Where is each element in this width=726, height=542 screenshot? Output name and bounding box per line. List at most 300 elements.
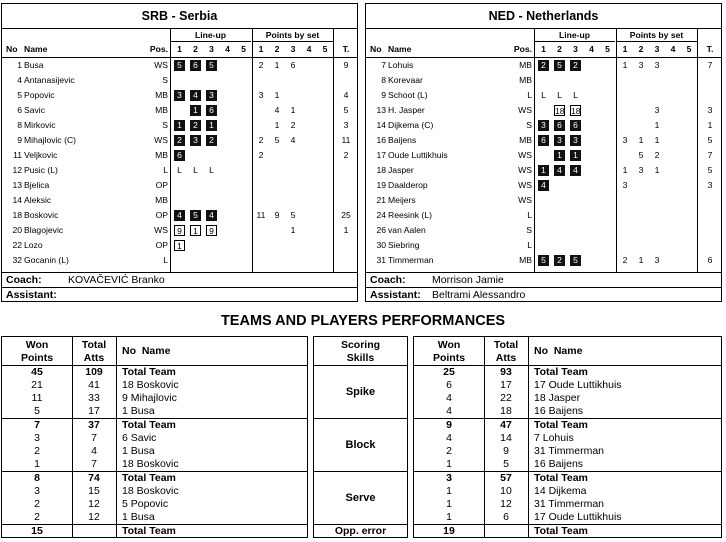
performance-row [2, 445, 307, 458]
lineup-cell [552, 118, 567, 133]
column-divider [697, 29, 698, 272]
player-name: Oude Luttikhuis [388, 150, 448, 160]
lineup-cell [600, 223, 615, 238]
lineup-cell [584, 88, 599, 103]
player-number: 16 [376, 135, 386, 145]
player-label: 16 Baijens [534, 405, 584, 417]
player-position: WS [518, 150, 532, 160]
player-number: 21 [376, 195, 386, 205]
lineup-cell [172, 178, 187, 193]
lineup-position-box: 2 [538, 60, 549, 71]
coach-label: Coach: [370, 274, 406, 286]
set-points [650, 238, 664, 253]
performance-row [414, 379, 721, 392]
performance-header [413, 336, 722, 366]
lineup-cell [188, 238, 203, 253]
set-points: 5 [638, 150, 644, 160]
lineup-cell: L [177, 165, 182, 175]
col-set: 2 [193, 44, 198, 54]
set-points [318, 133, 332, 148]
player-number: 8 [17, 120, 22, 130]
lineup-cell [584, 223, 599, 238]
player-row [2, 208, 357, 223]
lineup-cell [204, 103, 219, 118]
set-points [618, 238, 632, 253]
lineup-header: Line-up [534, 29, 615, 42]
lineup-cell [220, 178, 235, 193]
player-row [2, 118, 357, 133]
performance-row [2, 511, 307, 524]
player-name: Jasper [388, 165, 414, 175]
total-atts: 57 [500, 472, 512, 484]
performance-row [414, 419, 721, 432]
lineup-position-box: 9 [206, 225, 217, 236]
set-points [302, 88, 316, 103]
won-points: 6 [446, 379, 452, 391]
set-points [318, 73, 332, 88]
lineup-cell [584, 73, 599, 88]
player-position: L [163, 165, 168, 175]
total-atts: 93 [500, 366, 512, 378]
column-divider [333, 29, 334, 272]
lineup-cell [236, 88, 251, 103]
player-name: Busa [24, 60, 44, 70]
lineup-cell [584, 253, 599, 268]
col-set-points: 1 [258, 44, 264, 54]
player-position: MB [155, 150, 168, 160]
set-points [682, 163, 696, 178]
lineup-cell [204, 58, 219, 73]
assistant-row [366, 287, 721, 303]
lineup-position-box: 3 [206, 90, 217, 101]
set-points [286, 88, 300, 103]
set-points: 1 [290, 105, 296, 115]
set-points [286, 178, 300, 193]
lineup-cell: L [209, 165, 214, 175]
total-atts: 6 [503, 511, 509, 523]
player-row [2, 103, 357, 118]
lineup-cell [536, 118, 551, 133]
won-points: 11 [31, 392, 43, 404]
performance-row [414, 366, 721, 379]
set-points: 6 [290, 60, 296, 70]
player-label: Total Team [122, 472, 176, 484]
player-total: 3 [707, 105, 713, 115]
won-points: 2 [34, 511, 40, 523]
col-set: 1 [177, 44, 182, 54]
performance-row [2, 379, 307, 392]
coach-row [366, 272, 721, 288]
lineup-cell [204, 208, 219, 223]
player-position: MB [155, 195, 168, 205]
set-points: 2 [654, 150, 660, 160]
won-points: 3 [34, 432, 40, 444]
player-position: WS [154, 60, 168, 70]
set-points: 3 [258, 90, 264, 100]
lineup-cell [536, 103, 551, 118]
set-points [666, 208, 680, 223]
lineup-cell [188, 58, 203, 73]
performance-row [2, 366, 307, 379]
total-atts: 41 [88, 379, 100, 391]
lineup-cell [172, 223, 187, 238]
player-label: 18 Boskovic [122, 379, 179, 391]
set-points: 2 [258, 150, 264, 160]
col-set-points: 4 [670, 44, 676, 54]
lineup-cell [584, 148, 599, 163]
column-divider [534, 29, 535, 272]
lineup-cell [600, 163, 615, 178]
player-number: 12 [12, 165, 22, 175]
lineup-cell [236, 238, 251, 253]
total-atts: 12 [88, 498, 100, 510]
lineup-position-box: 5 [538, 255, 549, 266]
lineup-cell [552, 193, 567, 208]
player-label: 17 Oude Luttikhuis [534, 511, 622, 523]
player-row [366, 148, 721, 163]
lineup-cell [536, 253, 551, 268]
lineup-cell [568, 253, 583, 268]
player-name: Timmerman [388, 255, 434, 265]
player-position: MB [155, 105, 168, 115]
col-set-points: 3 [290, 44, 296, 54]
player-total: 7 [707, 60, 713, 70]
lineup-position-box: 3 [190, 135, 201, 146]
lineup-cell [188, 88, 203, 103]
lineup-cell [552, 163, 567, 178]
player-total [335, 178, 357, 193]
player-row [366, 58, 721, 73]
lineup-cell [552, 238, 567, 253]
set-points [286, 148, 300, 163]
skill-block-rows [413, 419, 722, 472]
player-total [335, 238, 357, 253]
set-points [254, 118, 268, 133]
won-points: 8 [34, 472, 40, 484]
set-points: 3 [638, 60, 644, 70]
total-atts: 37 [88, 419, 100, 431]
column-divider [72, 419, 73, 471]
lineup-cell [584, 238, 599, 253]
player-name: Bjelica [24, 180, 50, 190]
col-set: 4 [225, 44, 230, 54]
player-position: L [527, 210, 532, 220]
set-points [682, 118, 696, 133]
set-points [634, 178, 648, 193]
total-atts: 10 [500, 485, 512, 497]
performance-table-serbia [1, 336, 308, 538]
performance-row [414, 511, 721, 524]
player-row [366, 238, 721, 253]
lineup-position-box: 2 [570, 60, 581, 71]
set-points: 1 [622, 165, 628, 175]
lineup-cell [204, 118, 219, 133]
skill-spike: Spike [313, 366, 408, 419]
player-name: H. Jasper [388, 105, 425, 115]
lineup-cell [552, 58, 567, 73]
set-points [254, 238, 268, 253]
set-points [618, 73, 632, 88]
performance-row [414, 485, 721, 498]
lineup-cell [568, 178, 583, 193]
player-total: 4 [343, 90, 349, 100]
set-points [254, 223, 268, 238]
lineup-cell [584, 208, 599, 223]
set-points [302, 148, 316, 163]
lineup-cell [220, 73, 235, 88]
player-number: 31 [376, 255, 386, 265]
lineup-cell [204, 223, 219, 238]
lineup-cell [204, 73, 219, 88]
lineup-cell [220, 238, 235, 253]
set-points [302, 253, 316, 268]
set-points [666, 133, 680, 148]
lineup-cell [536, 148, 551, 163]
set-points [286, 238, 300, 253]
skill-block-rows [1, 366, 308, 419]
column-divider [528, 472, 529, 524]
player-position: L [527, 90, 532, 100]
team-title: NED - Netherlands [366, 4, 721, 29]
won-points: 2 [34, 445, 40, 457]
skills-header-label: Scoring Skills [340, 339, 381, 364]
won-points: 1 [446, 498, 452, 510]
player-label: 31 Timmerman [534, 498, 605, 510]
player-name: Gocanin (L) [24, 255, 69, 265]
player-label: 17 Oude Luttikhuis [534, 379, 622, 391]
set-points [254, 163, 268, 178]
set-points [254, 178, 268, 193]
lineup-cell [236, 208, 251, 223]
player-label: 1 Busa [122, 511, 155, 523]
won-points-header: Won Points [432, 339, 466, 364]
player-row [366, 208, 721, 223]
set-points [302, 238, 316, 253]
col-set: 5 [241, 44, 246, 54]
set-points [618, 208, 632, 223]
scoring-skills-column [313, 336, 408, 538]
player-position: WS [154, 225, 168, 235]
lineup-cell [236, 73, 251, 88]
player-label: 1 Busa [122, 445, 155, 457]
roster-group-header [366, 29, 721, 42]
player-total: 3 [343, 120, 349, 130]
lineup-cell [188, 253, 203, 268]
performance-row [414, 392, 721, 405]
player-number: 11 [13, 150, 22, 160]
total-atts: 17 [500, 379, 512, 391]
column-divider [616, 29, 617, 272]
column-divider [528, 366, 529, 418]
won-points: 1 [446, 485, 452, 497]
lineup-cell [172, 148, 187, 163]
lineup-cell [600, 88, 615, 103]
lineup-cell [220, 163, 235, 178]
lineup-cell [236, 148, 251, 163]
player-total: 3 [707, 180, 713, 190]
performance-row [414, 472, 721, 485]
player-total: 7 [707, 150, 713, 160]
player-name: Pusic (L) [24, 165, 58, 175]
set-points [254, 103, 268, 118]
player-number: 19 [376, 180, 386, 190]
performances-title: TEAMS AND PLAYERS PERFORMANCES [220, 313, 506, 329]
assistant-label: Assistant: [6, 289, 57, 301]
coach-name: Morrison Jamie [432, 274, 504, 286]
lineup-position-box: 6 [206, 105, 217, 116]
won-points: 21 [31, 379, 43, 391]
set-points: 1 [290, 225, 296, 235]
lineup-cell [584, 178, 599, 193]
skill-block-rows [413, 472, 722, 525]
player-name: Veljkovic [24, 150, 58, 160]
lineup-position-box: 2 [174, 135, 185, 146]
won-points: 4 [446, 405, 452, 417]
lineup-cell [536, 223, 551, 238]
lineup-cell [536, 208, 551, 223]
lineup-position-box: 4 [206, 210, 217, 221]
set-points [634, 103, 648, 118]
set-points [666, 58, 680, 73]
set-points [666, 193, 680, 208]
player-position: MB [519, 60, 532, 70]
player-row [2, 193, 357, 208]
set-points [318, 238, 332, 253]
player-row [366, 118, 721, 133]
player-position: L [163, 255, 168, 265]
player-row [2, 178, 357, 193]
set-points: 5 [290, 210, 296, 220]
col-set: 2 [557, 44, 562, 54]
player-total [699, 223, 721, 238]
lineup-position-box: 18 [571, 106, 581, 116]
set-points [254, 253, 268, 268]
player-number: 14 [376, 120, 386, 130]
lineup-cell [172, 208, 187, 223]
lineup-cell [552, 223, 567, 238]
player-position: S [162, 120, 168, 130]
player-number: 8 [381, 75, 386, 85]
lineup-cell [568, 238, 583, 253]
lineup-position-box: 5 [206, 60, 217, 71]
coach-label: Coach: [6, 274, 42, 286]
total-atts: 12 [88, 511, 100, 523]
player-row [366, 253, 721, 268]
lineup-cell [552, 208, 567, 223]
lineup-position-box: 4 [174, 210, 185, 221]
lineup-cell [236, 133, 251, 148]
performance-row [2, 432, 307, 445]
lineup-cell [220, 148, 235, 163]
lineup-cell [204, 238, 219, 253]
player-label: Total Team [122, 525, 176, 537]
set-points: 1 [274, 60, 280, 70]
set-points: 1 [638, 135, 644, 145]
player-label: 7 Lohuis [534, 432, 574, 444]
player-position: MB [519, 255, 532, 265]
set-points: 1 [654, 165, 660, 175]
lineup-cell [600, 193, 615, 208]
set-points [318, 193, 332, 208]
col-set: 1 [541, 44, 546, 54]
won-points: 1 [446, 458, 452, 470]
set-points [302, 223, 316, 238]
lineup-cell [536, 58, 551, 73]
player-number: 13 [376, 105, 386, 115]
set-points: 3 [654, 60, 660, 70]
player-total [335, 163, 357, 178]
points-by-set-header: Points by set [616, 29, 697, 42]
set-points [254, 193, 268, 208]
lineup-position-box: 6 [554, 120, 565, 131]
set-points [666, 163, 680, 178]
set-points [302, 58, 316, 73]
set-points [302, 163, 316, 178]
set-points [618, 103, 632, 118]
performance-row [2, 458, 307, 471]
player-number: 1 [17, 60, 22, 70]
player-name: Lohuis [388, 60, 414, 70]
column-divider [528, 419, 529, 471]
player-position: S [526, 120, 532, 130]
lineup-cell [536, 193, 551, 208]
set-points [682, 58, 696, 73]
lineup-cell: L [541, 90, 546, 100]
roster-group-header [2, 29, 357, 42]
won-points: 2 [446, 445, 452, 457]
set-points: 1 [654, 120, 660, 130]
set-points [634, 208, 648, 223]
lineup-cell: L [193, 165, 198, 175]
total-atts: 7 [91, 458, 97, 470]
set-points [318, 103, 332, 118]
player-name: Schoot (L) [388, 90, 428, 100]
col-set: 4 [589, 44, 594, 54]
lineup-cell [220, 118, 235, 133]
col-set-points: 1 [622, 44, 628, 54]
lineup-cell [188, 73, 203, 88]
skill-block: Block [313, 419, 408, 472]
player-position: OP [155, 210, 168, 220]
total-atts-header: Total Atts [493, 339, 519, 364]
lineup-position-box: 18 [555, 106, 565, 116]
column-divider [484, 366, 485, 418]
lineup-cell [568, 148, 583, 163]
performance-header [1, 336, 308, 366]
total-atts: 15 [88, 485, 100, 497]
player-number: 6 [17, 105, 22, 115]
player-number: 7 [381, 60, 386, 70]
lineup-cell [236, 178, 251, 193]
set-points [682, 103, 696, 118]
player-row [2, 163, 357, 178]
col-total: T. [342, 44, 350, 54]
lineup-position-box: 3 [570, 135, 581, 146]
total-atts: 17 [88, 405, 100, 417]
col-set-points: 5 [322, 44, 328, 54]
lineup-cell [584, 58, 599, 73]
lineup-cell [584, 193, 599, 208]
lineup-cell [172, 88, 187, 103]
player-number: 26 [376, 225, 386, 235]
won-points: 7 [34, 419, 40, 431]
lineup-cell [172, 193, 187, 208]
total-atts: 5 [503, 458, 509, 470]
player-label: 18 Boskovic [122, 458, 179, 470]
player-position: OP [155, 240, 168, 250]
set-points [318, 253, 332, 268]
performance-row [2, 525, 307, 538]
